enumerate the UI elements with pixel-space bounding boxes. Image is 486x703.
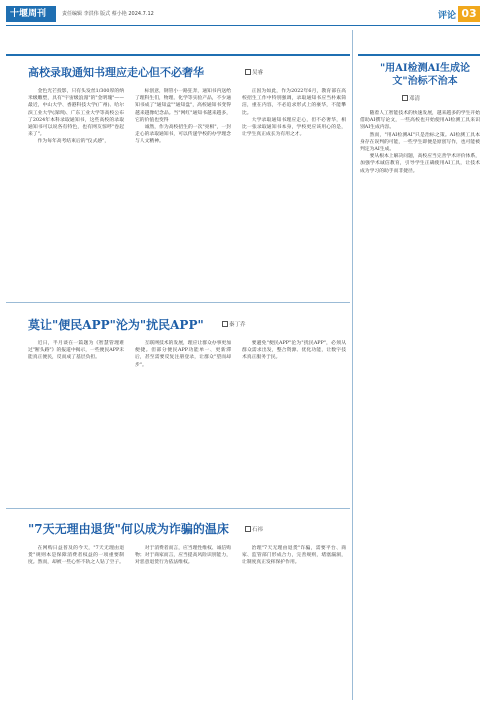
section-title: 评论 (437, 11, 456, 21)
article2-col2: 互联网技术的发展，理应让群众办事更加便捷。但部分便民APP功能单一、更新滞后，甚至需要反复注册登录，让群众"望而却步"。 (135, 341, 231, 368)
editor-meta: 责任编辑 李洪伟 版式 蔡小艳 2024.7.12 (62, 11, 154, 17)
article3-title: "7天无理由退货"何以成为诈骗的温床 (28, 522, 229, 536)
article4-title: "用AI检测AI生成论文"治标不治本 (379, 63, 471, 87)
article4-top-rule (358, 54, 480, 56)
article3-col2: 对于消费者而言，应当理性维权、诚信购物；对于商家而言，应当提高风险识别能力，对恶意退货行为依法维权。 (135, 546, 231, 566)
article1-col2: 标创意，钢管小一路狂奔，通知书内送给了理科生们，物理、化学等实验产品，不少通知书成了"通知盒""通知盘"，高校通知书变得越来越像纪念品。当"网红"通知书越来越多，它的价值也变得 诚然，作为高校招生的一次"亮相"，一封走心的录取通知书，可以传递学校的办学理念与人文精神。 (135, 89, 231, 145)
article3-author: 石祎 (245, 525, 263, 533)
header-rule (6, 25, 480, 26)
page-header (0, 0, 486, 26)
article1-col3: 正因为如此，作为2022年6月，教育部在高校招生工作中特别强调，录取通知书应当朴素简洁，重在内容，不必追求形式上的豪华，不能攀比。 大学录取通知书理应走心，但不必奢华，相比一张录取通知书本身，学校更应该用心的是，让学生真正成长为有用之才。 (242, 89, 346, 138)
divider-1 (6, 302, 350, 303)
article2-col3: 要避免"便民APP"沦为"扰民APP"，必须从群众需求出发，整合资源、优化功能，让数字技术真正服务于民。 (242, 341, 346, 361)
article3-col3: 治理"7天无理由退货"诈骗，需要平台、商家、监管部门形成合力，完善规则，堵塞漏洞，让制度真正发挥保护作用。 (242, 546, 346, 566)
article3-col1: 在网购日益普及的今天，"7天无理由退货"规则本是保障消费者权益的一项重要制度。然而，却被一些心怀不轨之人钻了空子。 (28, 546, 124, 566)
divider-2 (6, 508, 350, 509)
article2-title: 莫让"便民APP"沦为"扰民APP" (28, 318, 204, 332)
article2-author: 秦丁乔 (222, 320, 246, 328)
article1-top-rule (6, 54, 350, 56)
article1-title: 高校录取通知书理应走心但不必奢华 (28, 66, 204, 79)
article1-author: 吴睿 (245, 68, 263, 76)
column-divider (352, 30, 353, 700)
article2-col1: 近日，半月谈在一篇题为《智慧管理难过"断头路"》的报道中揭示，一些便民APP未能真正便民，反而成了基层负担。 (28, 341, 124, 361)
brand-label: 十堰周刊 (6, 6, 56, 22)
article4-author: 邓清 (402, 94, 420, 102)
page-number: 03 (458, 6, 480, 22)
article4-body: 随着人工智能技术的快速发展，越来越多的学生开始借助AI撰写论文，一些高校也开始使用AI检测工具来识别AI生成内容。 然而，"用AI检测AI"只是治标之策。AI检测工具本身存在误判的可能，一些学生即便是原创写作，也可能被判定为AI生成。 要从根本上解决问题，高校应当完善学术评价体系，加强学术诚信教育，引导学生正确使用AI工具，让技术成为学习的助手而非捷径。 (360, 111, 480, 174)
article1-col1: 金色光芒投影，只有头发丝1/300厚的纳米级雕塑，具有"宇宙级浪漫"的"金明瑰"——最近，中山大学、香港科技大学(广州)、哈尔滨工业大学(深圳)、广东工业大学等高校公布了2024年本科录取通知书，这些高校的录取通知书可以说各有特色，也有网友惊呼"卷起来了"。 作为每年高考结束后的"仪式感"， (28, 89, 124, 145)
